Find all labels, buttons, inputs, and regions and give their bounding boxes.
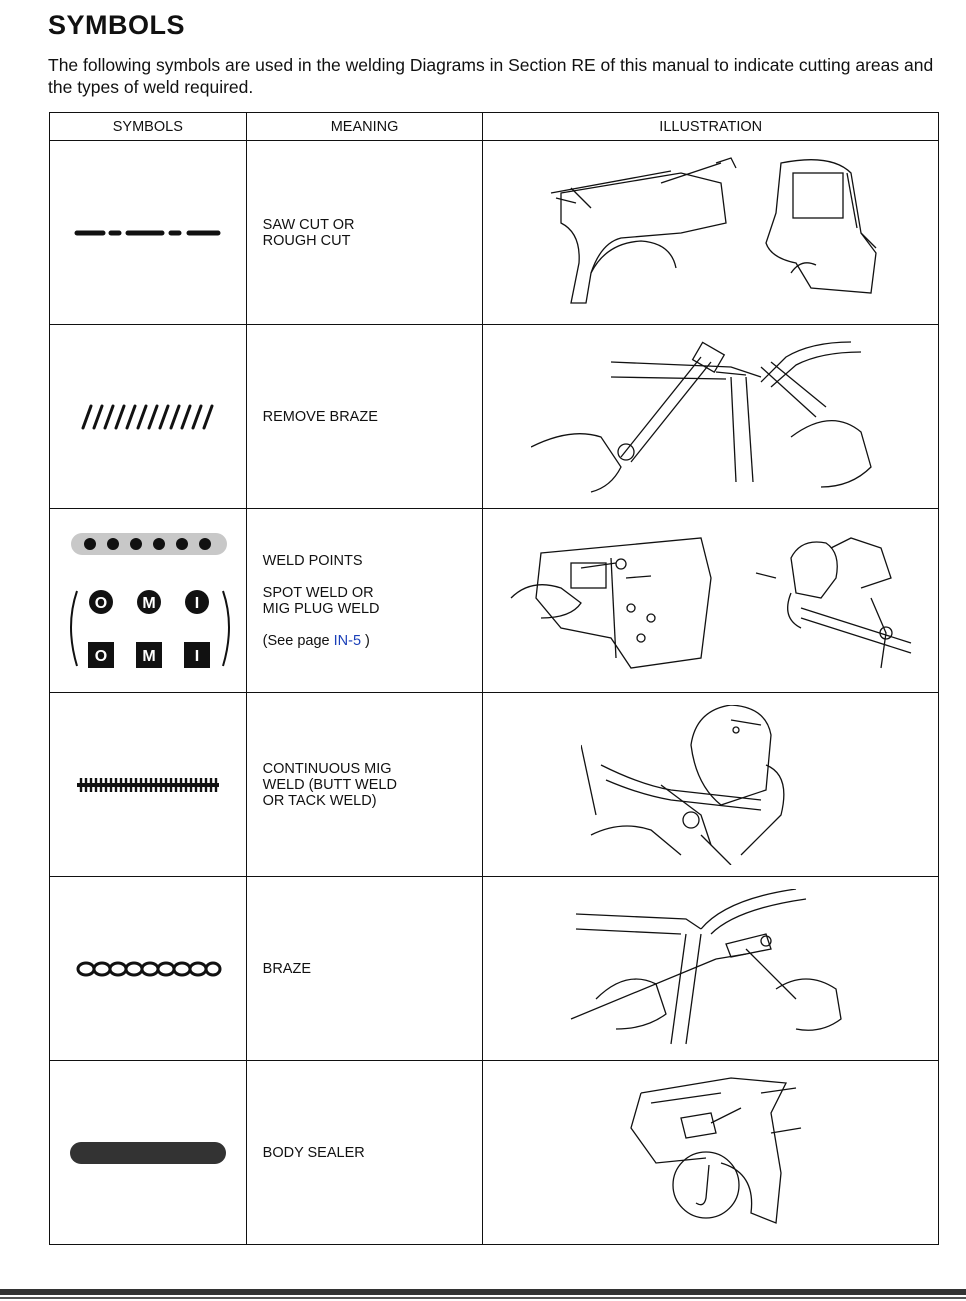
symbols-table <box>49 112 939 1245</box>
braze-chain-symbol <box>50 877 247 1061</box>
header-illustration: ILLUSTRATION <box>483 113 939 141</box>
meaning-remove-braze: REMOVE BRAZE <box>262 408 378 425</box>
see-page-note: (See page IN-5 ) <box>262 632 370 649</box>
remove-braze-hatch-symbol <box>50 325 247 509</box>
meaning-body-sealer: BODY SEALER <box>262 1144 365 1161</box>
weld-letter-o-square: O <box>94 647 108 665</box>
table-row <box>50 325 939 509</box>
body-sealer-illustration <box>483 1061 939 1245</box>
table-row <box>50 509 939 693</box>
see-page-link[interactable]: IN-5 <box>333 632 362 649</box>
meaning-weld-points: WELD POINTS <box>262 552 363 569</box>
remove-braze-illustration <box>483 325 939 509</box>
body-sealer-bar-symbol <box>50 1061 247 1245</box>
meaning-saw-cut: SAW CUT OR ROUGH CUT <box>262 216 355 249</box>
weld-points-symbol <box>50 509 247 693</box>
page-title: SYMBOLS <box>48 10 186 40</box>
saw-cut-illustration <box>483 141 939 325</box>
table-row <box>50 693 939 877</box>
table-row <box>50 877 939 1061</box>
weld-letter-i-square: I <box>194 647 200 665</box>
saw-cut-dash-symbol <box>50 141 247 325</box>
weld-letter-m-square: M <box>142 647 156 665</box>
table-row <box>50 1061 939 1245</box>
weld-letter-o: O <box>94 594 108 612</box>
page-footer-rule <box>0 1289 966 1301</box>
meaning-braze: BRAZE <box>262 960 311 977</box>
table-header-row <box>50 113 939 141</box>
weld-letter-i: I <box>194 594 200 612</box>
table-row <box>50 141 939 325</box>
mig-weld-illustration <box>483 693 939 877</box>
weld-letter-m: M <box>142 594 156 612</box>
meaning-continuous-mig: CONTINUOUS MIG WELD (BUTT WELD OR TACK WELD) <box>262 760 397 809</box>
header-symbols: SYMBOLS <box>50 113 247 141</box>
header-meaning: MEANING <box>246 113 483 141</box>
braze-illustration <box>483 877 939 1061</box>
spot-weld-illustration <box>483 509 939 693</box>
meaning-spot-weld: SPOT WELD OR MIG PLUG WELD <box>262 584 380 617</box>
continuous-mig-weld-symbol <box>50 693 247 877</box>
intro-text: The following symbols are used in the welding Diagrams in Section RE of this manual to indicate cutting areas and the types of weld required. <box>48 55 934 97</box>
